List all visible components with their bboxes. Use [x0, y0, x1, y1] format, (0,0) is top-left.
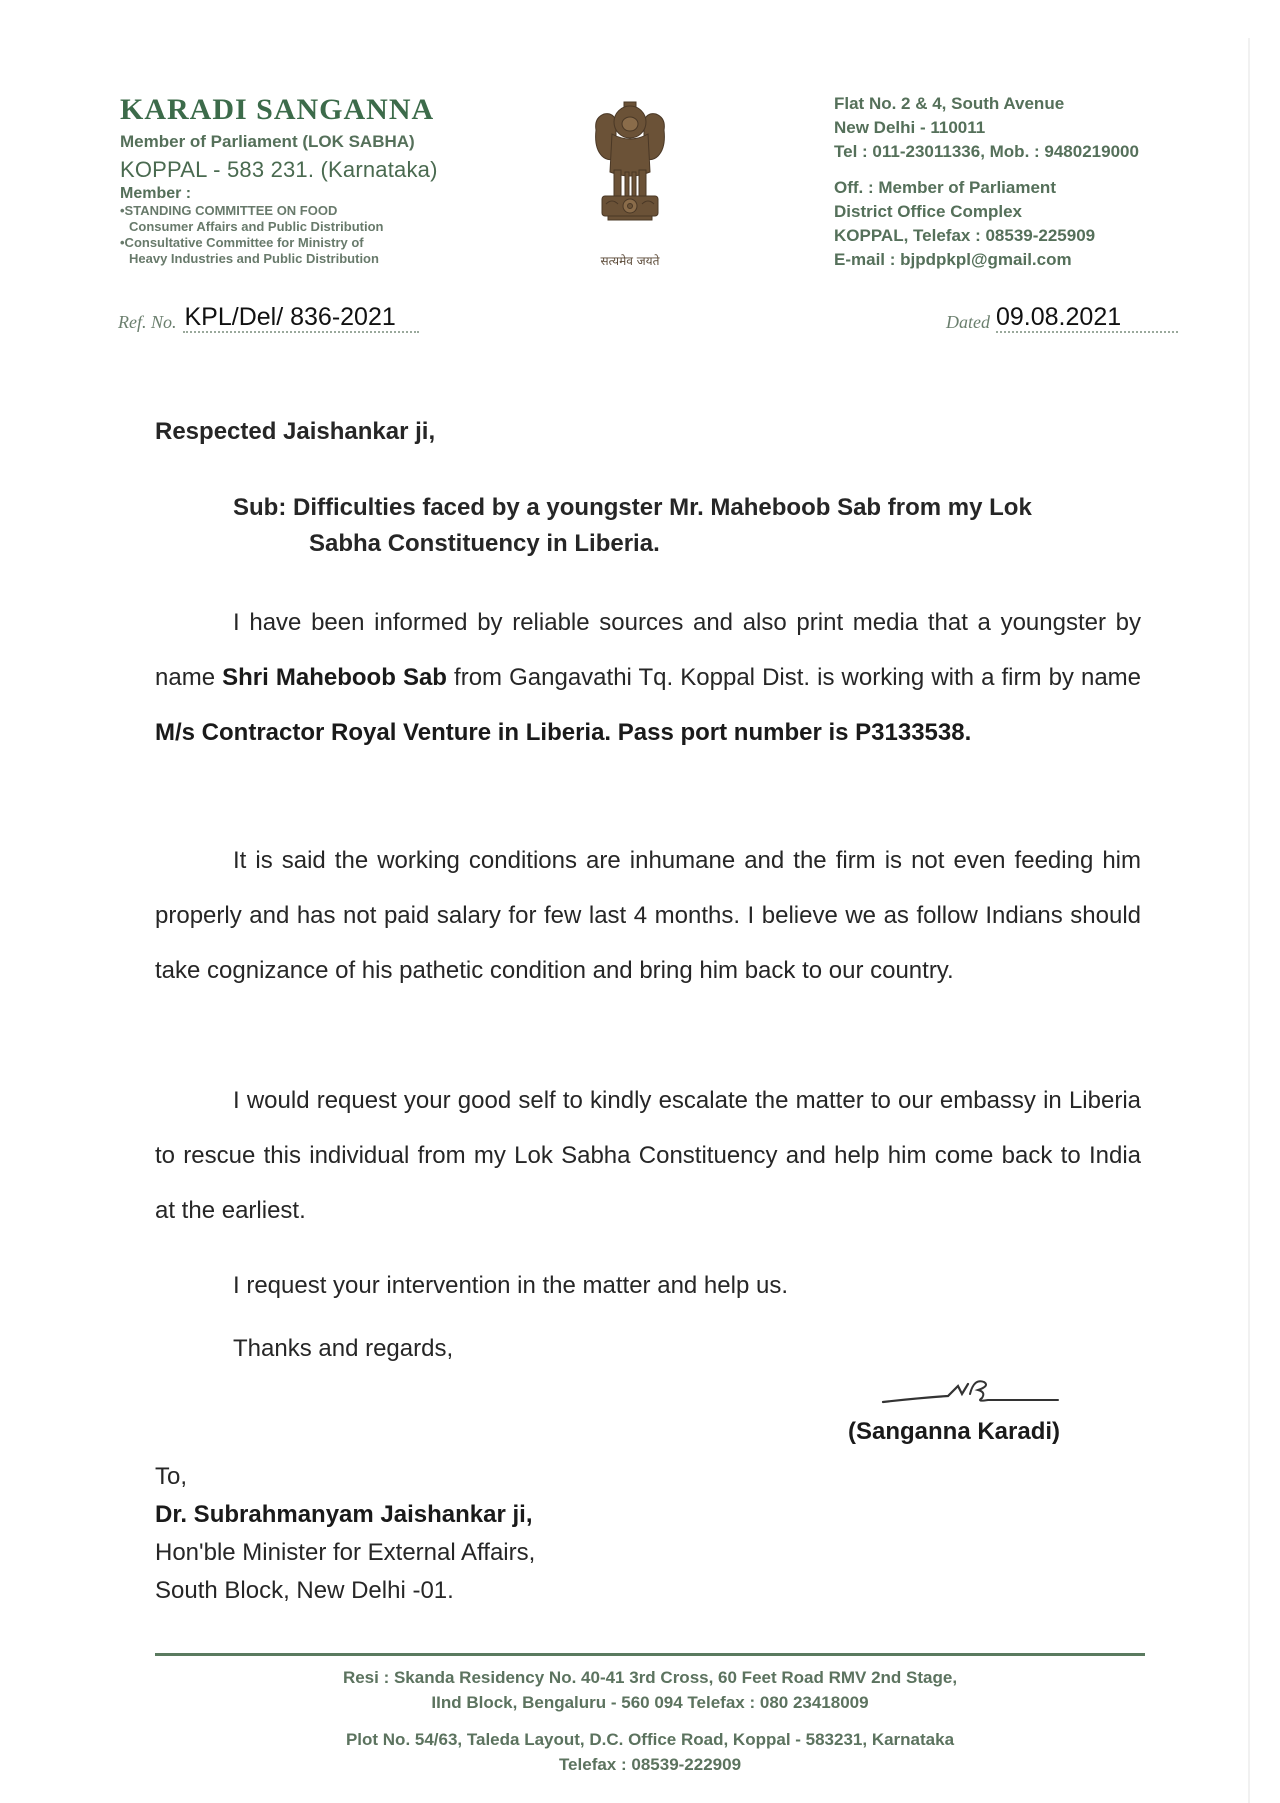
plot-telefax: Telefax : 08539-222909	[558, 1755, 742, 1774]
paragraph-2	[155, 833, 1141, 998]
p2-text: It is said the working conditions are inhumane and the firm is not even feeding him properly and has not paid salary for few last 4 months. I believe we as follow Indians should take cognizance of his pathetic condition and bring him back to our country.	[155, 847, 1141, 984]
paragraph-1	[155, 595, 1141, 760]
committee-list	[120, 203, 438, 267]
handwritten-signature-icon	[878, 1372, 1068, 1412]
subject	[233, 490, 1133, 562]
committee-item-detail: Heavy Industries and Public Distribution	[129, 251, 379, 266]
closing: Thanks and regards,	[233, 1335, 454, 1362]
recipient-address: South Block, New Delhi -01.	[155, 1577, 454, 1604]
letter-date	[946, 303, 1178, 333]
date-label: Dated	[946, 312, 990, 332]
resi-address-line: IInd Block, Bengaluru - 560 094 Telefax : 080 23418009	[431, 1693, 869, 1712]
salutation: Respected Jaishankar ji,	[155, 418, 436, 445]
office-telefax: KOPPAL, Telefax : 08539-225909	[834, 226, 1096, 245]
reference-number	[118, 303, 419, 333]
p1-text: I have been informed by reliable sources and also print media that a youngster by name	[155, 609, 1141, 691]
delhi-address-line: Flat No. 2 & 4, South Avenue	[834, 94, 1065, 113]
mp-constituency: KOPPAL - 583 231. (Karnataka)	[120, 157, 438, 182]
committee-item-detail: Consumer Affairs and Public Distribution	[129, 219, 384, 234]
footer-addresses	[155, 1665, 1145, 1777]
person-name: Shri Maheboob Sab	[222, 664, 447, 691]
footer-divider	[155, 1653, 1145, 1656]
recipient-block	[155, 1458, 535, 1610]
p3-text: I would request your good self to kindly escalate the matter to our embassy in Liberia to rescue this individual from my Lok Sabha Constituency and help him come back to India at the earliest.	[155, 1087, 1162, 1224]
mp-role: Member of Parliament (LOK SABHA)	[120, 132, 415, 151]
emblem-motto: सत्यमेव जयते	[600, 254, 660, 268]
delhi-phone: Tel : 011-23011336, Mob. : 9480219000	[834, 142, 1139, 161]
ashoka-emblem-icon	[590, 100, 670, 250]
resi-address-line: Resi : Skanda Residency No. 40-41 3rd Cross, 60 Feet Road RMV 2nd Stage,	[342, 1668, 958, 1687]
recipient-name: Dr. Subrahmanyam Jaishankar ji,	[155, 1501, 533, 1528]
office-address-line: Off. : Member of Parliament	[834, 178, 1056, 197]
letterhead-left	[120, 93, 438, 267]
signer-name: (Sanganna Karadi)	[848, 1418, 1061, 1445]
subject-line: Sabha Constituency in Liberia.	[309, 530, 660, 557]
paragraph-4: I request your intervention in the matter and help us.	[233, 1272, 788, 1299]
p1-text-cont: from Gangavathi Tq. Koppal Dist. is working with a firm by name	[446, 664, 1142, 691]
ref-label: Ref. No.	[118, 312, 177, 332]
page-edge-line	[1248, 38, 1250, 1803]
national-emblem	[585, 100, 675, 275]
office-address-line: District Office Complex	[834, 202, 1022, 221]
recipient-title: Hon'ble Minister for External Affairs,	[155, 1539, 536, 1566]
paragraph-3	[155, 1073, 1162, 1238]
letterhead-right	[834, 92, 1139, 272]
to-label: To,	[155, 1463, 188, 1490]
delhi-address-line: New Delhi - 110011	[834, 118, 986, 137]
office-email: E-mail : bjpdpkpl@gmail.com	[834, 250, 1072, 269]
ref-value: KPL/Del/ 836-2021	[183, 303, 419, 333]
firm-and-passport: M/s Contractor Royal Venture in Liberia. Pass port number is P3133538.	[155, 719, 972, 746]
member-label: Member :	[120, 185, 192, 202]
mp-name: KARADI SANGANNA	[120, 93, 435, 126]
signature	[878, 1372, 1068, 1417]
subject-line: Sub: Difficulties faced by a youngster Mr. Maheboob Sab from my Lok	[233, 494, 1032, 521]
committee-item: •Consultative Committee for Ministry of	[120, 235, 364, 250]
date-value: 09.08.2021	[996, 303, 1178, 333]
plot-address-line: Plot No. 54/63, Taleda Layout, D.C. Office Road, Koppal - 583231, Karnataka	[345, 1730, 955, 1749]
committee-item: •STANDING COMMITTEE ON FOOD	[120, 203, 338, 218]
